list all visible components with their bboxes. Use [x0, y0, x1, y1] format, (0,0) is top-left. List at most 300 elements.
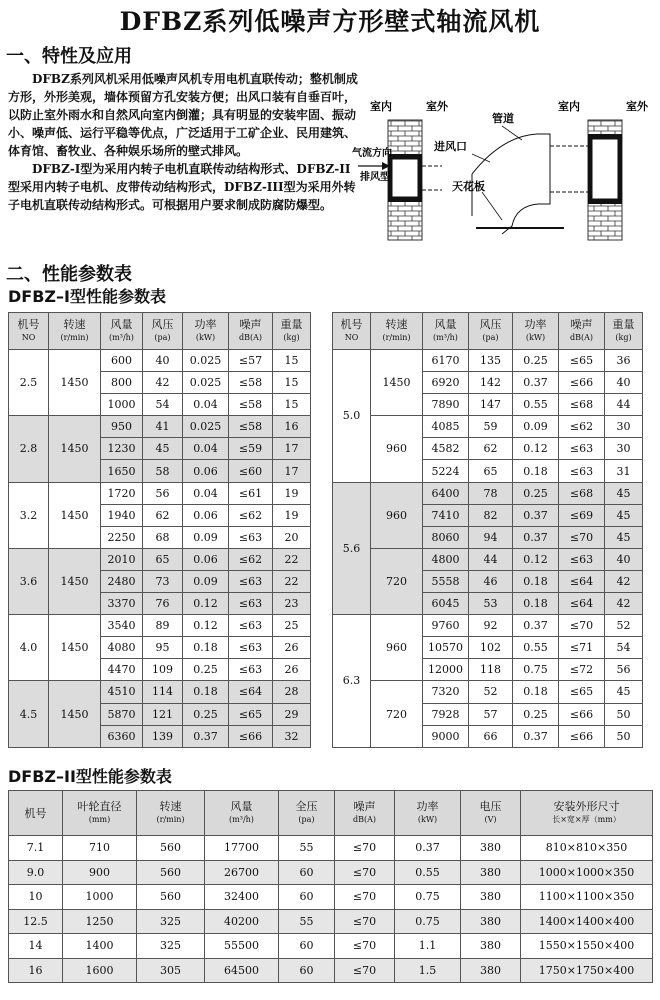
table-cell: 7890 [423, 394, 469, 416]
table-cell: 50 [605, 725, 643, 747]
table-row [9, 482, 311, 504]
header-unit: dB(A) [352, 815, 377, 824]
table-cell: 7.1 [9, 836, 63, 861]
table-cell: 1600 [63, 958, 137, 983]
dfbz-i-right-header [333, 313, 643, 350]
table-cell: 0.18 [183, 681, 229, 703]
table-cell: 25 [273, 615, 311, 637]
table-cell: 15 [273, 372, 311, 394]
table-cell: 60 [279, 860, 335, 885]
table-cell: 29 [273, 703, 311, 725]
table-cell: ≤70 [335, 860, 395, 885]
table-cell: 42 [605, 593, 643, 615]
dfbz-i-left-header-6 [273, 313, 311, 350]
dfbz-ii-header-6 [395, 791, 461, 836]
table-cell: 9760 [423, 615, 469, 637]
table-cell: 325 [137, 934, 205, 959]
table-cell: ≤66 [559, 372, 605, 394]
table-cell: 0.37 [513, 725, 559, 747]
table-cell: 0.18 [513, 570, 559, 592]
header-label: 叶轮直径 [77, 800, 122, 813]
table-cell: 60 [279, 885, 335, 910]
table-cell: 46 [469, 570, 513, 592]
dfbz-i-right-header-4 [513, 313, 559, 350]
table-cell: ≤58 [229, 394, 273, 416]
header-label: 电压 [479, 800, 502, 813]
table-cell: 1230 [101, 438, 143, 460]
table-cell: ≤62 [229, 548, 273, 570]
table-row [333, 416, 643, 438]
header-unit: (m³/h) [433, 333, 458, 342]
table-cell: 380 [461, 958, 521, 983]
table-cell: 60 [279, 958, 335, 983]
table-row [9, 909, 653, 934]
table-cell: 380 [461, 909, 521, 934]
table-cell: 810×810×350 [521, 836, 653, 861]
table-cell: 66 [469, 725, 513, 747]
cell-speed: 1450 [371, 350, 423, 416]
table-cell: 62 [143, 504, 183, 526]
cell-speed: 1450 [49, 416, 101, 482]
header-unit: NO [344, 333, 359, 342]
table-cell: 58 [143, 460, 183, 482]
table-cell: 1650 [101, 460, 143, 482]
table-cell: 28 [273, 681, 311, 703]
table-cell: 45 [605, 681, 643, 703]
table-cell: 45 [605, 504, 643, 526]
header-label: 功率 [194, 318, 217, 331]
installation-diagram-svg [352, 96, 656, 252]
dfbz-i-table-left [8, 312, 311, 748]
table-cell: 147 [469, 394, 513, 416]
table-row [333, 350, 643, 372]
table-cell: 32 [273, 725, 311, 747]
table-cell: 305 [137, 958, 205, 983]
table-cell: 0.55 [513, 637, 559, 659]
table-cell: ≤70 [559, 526, 605, 548]
cell-speed: 720 [371, 548, 423, 614]
table-cell: 7410 [423, 504, 469, 526]
dfbz-i-left-header-4 [183, 313, 229, 350]
dfbz-i-right-header-row [333, 313, 643, 350]
header-unit: (mm) [88, 815, 111, 824]
table-cell: 15 [273, 394, 311, 416]
table-cell: ≤63 [559, 548, 605, 570]
table-cell: ≤58 [229, 372, 273, 394]
table-row [9, 681, 311, 703]
table-row [9, 615, 311, 637]
table-cell: 0.18 [513, 460, 559, 482]
table-cell: 0.06 [183, 548, 229, 570]
table2-title: DFBZ–II型性能参数表 [8, 767, 172, 786]
label-airflow-direction: 气流方向 [352, 148, 392, 159]
header-unit: dB(A) [238, 333, 263, 342]
table-cell: 380 [461, 934, 521, 959]
table-cell: 0.75 [395, 885, 461, 910]
table-cell: 26 [273, 659, 311, 681]
table-cell: 55 [279, 836, 335, 861]
dfbz-i-left-header-1 [49, 313, 101, 350]
table-cell: 19 [273, 482, 311, 504]
dfbz-i-right-header-5 [559, 313, 605, 350]
table-cell: 0.18 [183, 637, 229, 659]
table-cell: 0.12 [183, 593, 229, 615]
dfbz-ii-header-1 [63, 791, 137, 836]
table-cell: ≤57 [229, 350, 273, 372]
table-row [333, 548, 643, 570]
header-label: 重量 [612, 318, 635, 331]
table-cell: ≤70 [335, 836, 395, 861]
table-cell: ≤63 [229, 615, 273, 637]
table-cell: 0.37 [513, 526, 559, 548]
table-cell: 4085 [423, 416, 469, 438]
table-cell: 0.18 [513, 681, 559, 703]
table-cell: 40 [143, 350, 183, 372]
dfbz-i-right-header-0 [333, 313, 371, 350]
table-cell: 12000 [423, 659, 469, 681]
cell-model-no: 2.8 [9, 416, 49, 482]
table-cell: 17 [273, 438, 311, 460]
header-label: 功率 [416, 800, 439, 813]
table-cell: 121 [143, 703, 183, 725]
table-row [333, 615, 643, 637]
cell-model-no: 4.0 [9, 615, 49, 681]
table-cell: ≤62 [229, 504, 273, 526]
table-row [333, 681, 643, 703]
table-cell: 76 [143, 593, 183, 615]
table-cell: 710 [63, 836, 137, 861]
table-cell: 380 [461, 860, 521, 885]
table-cell: 0.25 [513, 703, 559, 725]
table-cell: 62 [469, 438, 513, 460]
table-cell: 0.09 [183, 570, 229, 592]
table-cell: 1.1 [395, 934, 461, 959]
dfbz-ii-header-5 [335, 791, 395, 836]
table-cell: 325 [137, 909, 205, 934]
table-cell: 0.37 [513, 504, 559, 526]
table-cell: 4080 [101, 637, 143, 659]
table-cell: 0.06 [183, 504, 229, 526]
table-cell: 15 [273, 350, 311, 372]
table-cell: 0.04 [183, 482, 229, 504]
dfbz-ii-header-0 [9, 791, 63, 836]
table-cell: 65 [469, 460, 513, 482]
dfbz-ii-header-4 [279, 791, 335, 836]
table-cell: 55500 [205, 934, 279, 959]
table-cell: 1400×1400×400 [521, 909, 653, 934]
dfbz-i-left-header-3 [143, 313, 183, 350]
header-label: 机号 [340, 318, 363, 331]
header-label: 风量 [110, 318, 133, 331]
header-unit: (pa) [154, 333, 171, 342]
dfbz-i-right-header-2 [423, 313, 469, 350]
label-exhaust-type: 排风型 [360, 172, 390, 183]
table-cell: ≤70 [335, 909, 395, 934]
cell-speed: 960 [371, 416, 423, 482]
table-cell: 54 [143, 394, 183, 416]
table-cell: 12.5 [9, 909, 63, 934]
table-cell: 56 [605, 659, 643, 681]
header-label: 风压 [479, 318, 502, 331]
table-row [9, 860, 653, 885]
table-cell: 6920 [423, 372, 469, 394]
page-title: DFBZ系列低噪声方形壁式轴流风机 [119, 7, 541, 36]
table-cell: 95 [143, 637, 183, 659]
table-cell: ≤63 [229, 637, 273, 659]
table-cell: 65 [143, 548, 183, 570]
section-heading-features: 一、特性及应用 [6, 46, 132, 67]
table-cell: 16 [9, 958, 63, 983]
table-cell: 4800 [423, 548, 469, 570]
table-cell: ≤65 [559, 350, 605, 372]
table-cell: 23 [273, 593, 311, 615]
dfbz-ii-header [9, 791, 653, 836]
header-label: 转速 [159, 800, 182, 813]
table-cell: 0.25 [513, 350, 559, 372]
header-label: 机号 [17, 318, 40, 331]
table-cell: 0.55 [513, 394, 559, 416]
table-cell: 20 [273, 526, 311, 548]
label-indoor-right: 室内 [558, 100, 580, 113]
header-unit: (pa) [482, 333, 499, 342]
table-cell: 1000 [101, 394, 143, 416]
table-cell: 45 [605, 526, 643, 548]
table-cell: 56 [143, 482, 183, 504]
left-fan-box [392, 159, 418, 197]
table-cell: 0.025 [183, 416, 229, 438]
table-cell: 73 [143, 570, 183, 592]
table-cell: 16 [273, 416, 311, 438]
header-label: 重量 [280, 318, 303, 331]
right-fan-box [592, 139, 618, 199]
table-cell: 82 [469, 504, 513, 526]
table-cell: 54 [605, 637, 643, 659]
header-label: 噪声 [239, 318, 262, 331]
header-unit: (kW) [525, 333, 546, 342]
table-cell: 0.04 [183, 438, 229, 460]
table-cell: ≤65 [559, 681, 605, 703]
table-cell: 102 [469, 637, 513, 659]
table-cell: 4510 [101, 681, 143, 703]
header-unit: NO [21, 333, 36, 342]
table-cell: 22 [273, 548, 311, 570]
header-label: 风量 [434, 318, 457, 331]
table-cell: 0.37 [513, 372, 559, 394]
table-cell: 4470 [101, 659, 143, 681]
table-cell: 68 [143, 526, 183, 548]
cell-speed: 1450 [49, 548, 101, 614]
dfbz-i-right-body [333, 350, 643, 748]
header-label: 噪声 [570, 318, 593, 331]
table-cell: 2480 [101, 570, 143, 592]
table-cell: 78 [469, 482, 513, 504]
table-cell: 42 [143, 372, 183, 394]
dfbz-i-left-header [9, 313, 311, 350]
cell-model-no: 4.5 [9, 681, 49, 747]
table-cell: 6045 [423, 593, 469, 615]
header-unit: (m³/h) [109, 333, 134, 342]
table-cell: ≤70 [559, 615, 605, 637]
header-unit: (kW) [417, 815, 438, 824]
cell-speed: 1450 [49, 615, 101, 681]
table-cell: ≤72 [559, 659, 605, 681]
header-label: 安装外形尺寸 [553, 800, 620, 813]
table-cell: 8060 [423, 526, 469, 548]
table-cell: 55 [279, 909, 335, 934]
table-cell: 57 [469, 703, 513, 725]
cell-model-no: 6.3 [333, 615, 371, 748]
header-label: 全压 [295, 800, 318, 813]
table-cell: 0.37 [183, 725, 229, 747]
table-cell: ≤63 [229, 659, 273, 681]
table-row [9, 958, 653, 983]
table-cell: 45 [143, 438, 183, 460]
table-row [9, 548, 311, 570]
header-label: 转速 [385, 318, 408, 331]
table-cell: 0.75 [513, 659, 559, 681]
table-cell: 6360 [101, 725, 143, 747]
table-cell: 109 [143, 659, 183, 681]
table-cell: 40200 [205, 909, 279, 934]
table-cell: ≤71 [559, 637, 605, 659]
dfbz-ii-header-2 [137, 791, 205, 836]
table-cell: 89 [143, 615, 183, 637]
table-cell: 2010 [101, 548, 143, 570]
table-cell: 5870 [101, 703, 143, 725]
table-cell: 0.18 [513, 593, 559, 615]
table-cell: 2250 [101, 526, 143, 548]
table-cell: ≤65 [229, 703, 273, 725]
table-row [9, 934, 653, 959]
dfbz-ii-body [9, 836, 653, 983]
intro-paragraph-2: DFBZ-I型为采用内转子电机直联传动结构形式、DFBZ-II型采用内转子电机、皮带传动结构形式，DFBZ-III型为采用外转子电机直联传动结构形式。可根据用户要求制成防腐防爆型。 [8, 162, 356, 212]
table-cell: 1550×1550×400 [521, 934, 653, 959]
header-unit: dB(A) [569, 333, 594, 342]
table-cell: ≤68 [559, 482, 605, 504]
table-cell: 0.025 [183, 350, 229, 372]
dfbz-i-table-right [332, 312, 643, 748]
dfbz-ii-table [8, 790, 653, 983]
table-cell: ≤64 [559, 593, 605, 615]
table-cell: 0.12 [513, 438, 559, 460]
table1-title: DFBZ–I型性能参数表 [8, 287, 166, 306]
label-outdoor-left: 室外 [426, 100, 448, 113]
table-cell: 0.25 [183, 659, 229, 681]
intro-paragraph-1: DFBZ系列风机采用低噪声风机专用电机直联传动；整机制成方形，外形美观，墙体预留方孔安装方便；出风口装有自垂百叶，以防止室外雨水和自然风向室内倒灌；具有明显的安装牢固、振动小、噪声低、运行平稳等优点，广泛适用于工矿企业、民用建筑、体育馆、畜牧业、各种娱乐场所的壁式排风。 [8, 72, 358, 158]
table-cell: ≤63 [559, 460, 605, 482]
dfbz-ii-header-row [9, 791, 653, 836]
table-cell: 0.06 [183, 460, 229, 482]
dfbz-ii-header-7 [461, 791, 521, 836]
table-cell: 3540 [101, 615, 143, 637]
dfbz-i-right-header-1 [371, 313, 423, 350]
header-label: 机号 [24, 806, 47, 820]
table-row [9, 416, 311, 438]
table-cell: 1750×1750×400 [521, 958, 653, 983]
header-label: 功率 [524, 318, 547, 331]
table-row [9, 350, 311, 372]
table-cell: 53 [469, 593, 513, 615]
label-ceiling: 天花板 [452, 180, 485, 193]
table-cell: 0.09 [183, 526, 229, 548]
table-cell: 36 [605, 350, 643, 372]
table-cell: 19 [273, 504, 311, 526]
label-inlet: 进风口 [434, 140, 467, 153]
table-cell: 380 [461, 836, 521, 861]
table-cell: 0.55 [395, 860, 461, 885]
table-cell: 59 [469, 416, 513, 438]
table-cell: 600 [101, 350, 143, 372]
cell-model-no: 2.5 [9, 350, 49, 416]
table-cell: ≤66 [229, 725, 273, 747]
dfbz-ii-header-8 [521, 791, 653, 836]
table-cell: 42 [605, 570, 643, 592]
table-cell: ≤70 [335, 934, 395, 959]
table-cell: 6400 [423, 482, 469, 504]
table-cell: 52 [605, 615, 643, 637]
table-cell: 1.5 [395, 958, 461, 983]
table-cell: 1400 [63, 934, 137, 959]
installation-diagram [352, 96, 656, 252]
table-cell: 64500 [205, 958, 279, 983]
table-cell: 94 [469, 526, 513, 548]
table-cell: ≤64 [229, 681, 273, 703]
table-cell: 0.025 [183, 372, 229, 394]
cell-speed: 1450 [49, 482, 101, 548]
cell-speed: 1450 [49, 681, 101, 747]
table-cell: 139 [143, 725, 183, 747]
table-cell: 10 [9, 885, 63, 910]
table-cell: 0.25 [183, 703, 229, 725]
table-cell: 0.37 [395, 836, 461, 861]
dfbz-i-left-body [9, 350, 311, 748]
table-cell: 6170 [423, 350, 469, 372]
table-cell: 40 [605, 548, 643, 570]
table-cell: 5558 [423, 570, 469, 592]
table-row [9, 885, 653, 910]
table-cell: ≤63 [229, 526, 273, 548]
table-cell: 45 [605, 482, 643, 504]
header-unit: (kW) [195, 333, 216, 342]
section-heading-performance: 二、性能参数表 [6, 264, 132, 285]
table-cell: 0.12 [183, 615, 229, 637]
cell-speed: 960 [371, 615, 423, 681]
dfbz-i-right-header-6 [605, 313, 643, 350]
table-cell: 0.37 [513, 615, 559, 637]
table-cell: 3370 [101, 593, 143, 615]
table-cell: 5224 [423, 460, 469, 482]
table-cell: 7320 [423, 681, 469, 703]
table-cell: 22 [273, 570, 311, 592]
table-cell: 26 [273, 637, 311, 659]
header-unit: (r/min) [382, 333, 411, 342]
table-cell: 52 [469, 681, 513, 703]
table-cell: 950 [101, 416, 143, 438]
table-row [333, 482, 643, 504]
table-cell: ≤58 [229, 416, 273, 438]
table-cell: ≤64 [559, 570, 605, 592]
table-cell: 7928 [423, 703, 469, 725]
table-cell: 560 [137, 836, 205, 861]
table-cell: 0.25 [513, 482, 559, 504]
table-cell: 560 [137, 885, 205, 910]
table-cell: ≤60 [229, 460, 273, 482]
table-cell: ≤70 [335, 958, 395, 983]
table-cell: 17 [273, 460, 311, 482]
table-cell: 900 [63, 860, 137, 885]
table-cell: 31 [605, 460, 643, 482]
header-label: 转速 [63, 318, 86, 331]
